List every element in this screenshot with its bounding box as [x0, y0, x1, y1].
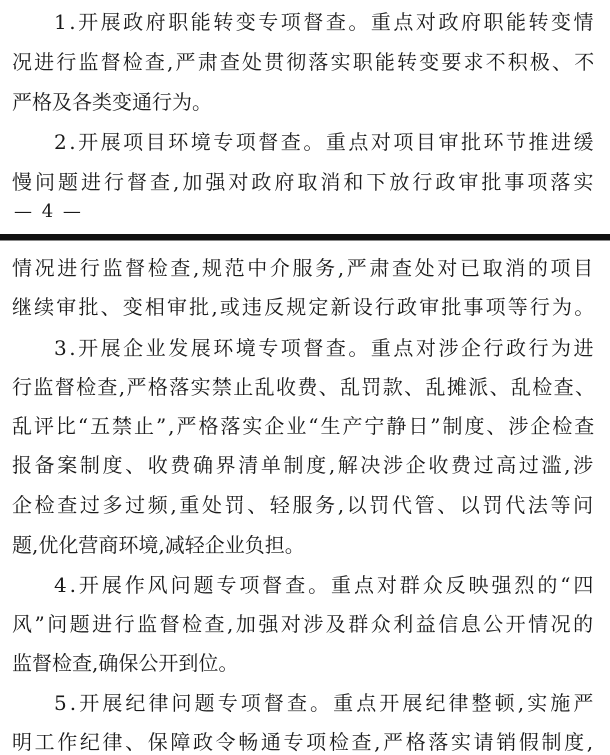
body-text-line: 明工作纪律、保障政令畅通专项检查,严格落实请销假制度,: [12, 730, 596, 754]
body-text-line: 题,优化营商环境,减轻企业负担。: [12, 533, 305, 557]
body-text-line: 乱评比“五禁止”,严格落实企业“生产宁静日”制度、涉企检查: [12, 414, 597, 438]
body-text-line: 3.开展企业发展环境专项督查。重点对涉企行政行为进: [54, 336, 597, 360]
body-text-line: 监督检查,确保公开到位。: [12, 651, 239, 675]
body-text-line: 企检查过多过频,重处罚、轻服务,以罚代管、以罚代法等问: [12, 493, 596, 517]
page-number: — 4 —: [14, 201, 83, 222]
body-text-line: 风”问题进行监督检查,加强对涉及群众利益信息公开情况的: [12, 612, 596, 636]
body-text-line: 情况进行监督检查,规范中介服务,严肃查处对已取消的项目: [12, 256, 596, 280]
body-text-line: 况进行监督检查,严肃查处贯彻落实职能转变要求不积极、不: [12, 50, 597, 74]
body-text-line: 报备案制度、收费确界清单制度,解决涉企收费过高过滥,涉: [12, 453, 596, 477]
body-text-line: 1.开展政府职能转变专项督查。重点对政府职能转变情: [54, 10, 597, 34]
body-text-line: 5.开展纪律问题专项督查。重点开展纪律整顿,实施严: [54, 691, 597, 715]
body-text-line: 严格及各类变通行为。: [12, 90, 212, 114]
document-page-5: [0, 240, 610, 755]
body-text-line: 继续审批、变相审批,或违反规定新设行政审批事项等行为。: [12, 295, 597, 319]
body-text-line: 2.开展项目环境专项督查。重点对项目审批环节推进缓: [54, 130, 597, 154]
body-text-line: 行监督检查,严格落实禁止乱收费、乱罚款、乱摊派、乱检查、: [12, 375, 597, 399]
body-text-line: 4.开展作风问题专项督查。重点对群众反映强烈的“四: [54, 573, 597, 597]
body-text-line: 慢问题进行督查,加强对政府取消和下放行政审批事项落实: [12, 170, 597, 194]
document-page-4: [0, 0, 610, 234]
